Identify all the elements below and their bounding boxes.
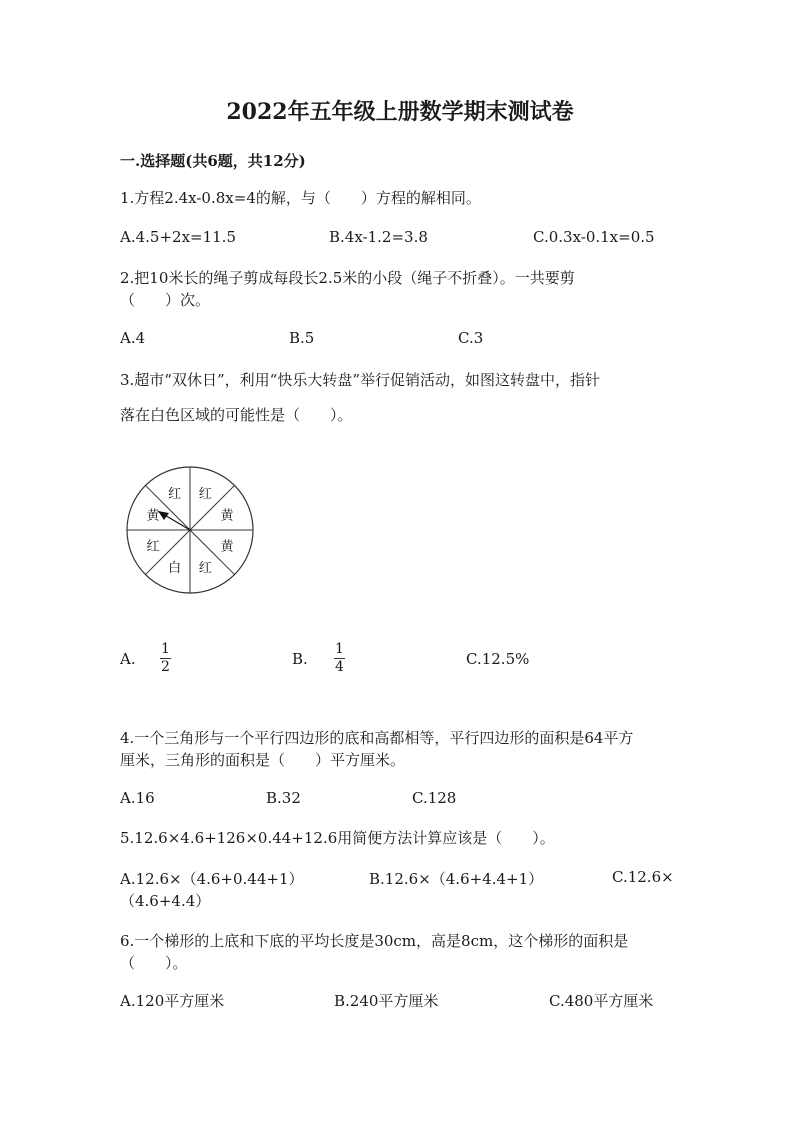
question-6-stem-line1: 6.一个梯形的上底和下底的平均长度是30cm，高是8cm，这个梯形的面积是 xyxy=(120,932,629,950)
question-5-option-c-continued: （4.6+4.4） xyxy=(120,892,211,910)
wheel-sector-label: 红 xyxy=(198,560,212,576)
wheel-sector-label: 白 xyxy=(168,560,182,576)
wheel-sector-label: 黄 xyxy=(220,508,234,524)
wheel-sector-label: 红 xyxy=(146,539,160,555)
question-2-option-c: C.3 xyxy=(458,329,484,347)
question-4-option-a: A.16 xyxy=(120,789,155,807)
question-4-option-c: C.128 xyxy=(412,789,457,807)
fraction-denominator: 2 xyxy=(161,659,170,675)
question-3-option-b-fraction xyxy=(334,642,345,675)
wheel-sector-label: 红 xyxy=(168,487,182,503)
fraction-numerator: 1 xyxy=(335,641,344,657)
question-1-stem: 1.方程2.4x-0.8x=4的解，与（ ）方程的解相同。 xyxy=(120,189,481,207)
spinner-wheel xyxy=(120,460,260,600)
question-1-option-b: B.4x-1.2=3.8 xyxy=(329,228,428,246)
wheel-sector-label: 红 xyxy=(198,487,212,503)
question-2-stem-line1: 2.把10米长的绳子剪成每段长2.5米的小段（绳子不折叠）。一共要剪 xyxy=(120,269,575,287)
wheel-sector-label: 黄 xyxy=(146,508,160,524)
question-3-stem-line2: 落在白色区域的可能性是（ ）。 xyxy=(120,406,353,424)
fraction-denominator: 4 xyxy=(335,659,344,675)
question-6-option-a: A.120平方厘米 xyxy=(120,992,225,1010)
question-5-option-b: B.12.6×（4.6+4.4+1） xyxy=(369,870,544,888)
question-6-option-c: C.480平方厘米 xyxy=(549,992,654,1010)
question-2-option-a: A.4 xyxy=(120,329,146,347)
question-4-option-b: B.32 xyxy=(266,789,301,807)
question-3-option-a-label: A. xyxy=(120,650,136,668)
page-title: 2022年五年级上册数学期末测试卷 xyxy=(226,99,574,125)
question-5-option-c: C.12.6× xyxy=(612,868,674,886)
question-5-stem: 5.12.6×4.6+126×0.44+12.6用简便方法计算应该是（ ）。 xyxy=(120,829,555,847)
question-3-option-c: C.12.5% xyxy=(466,650,530,668)
question-3-option-b-label: B. xyxy=(292,650,308,668)
question-2-option-b: B.5 xyxy=(289,329,315,347)
question-6-stem-line2: （ ）。 xyxy=(120,954,188,972)
question-3-stem-line1: 3.超市“双休日”，利用“快乐大转盘”举行促销活动，如图这转盘中，指针 xyxy=(120,371,600,389)
question-2-stem-line2: （ ）次。 xyxy=(120,291,211,309)
question-5-option-a: A.12.6×（4.6+0.44+1） xyxy=(120,870,304,888)
section-heading: 一.选择题(共6题，共12分) xyxy=(120,152,306,170)
question-4-stem-line1: 4.一个三角形与一个平行四边形的底和高都相等，平行四边形的面积是64平方 xyxy=(120,729,634,747)
question-6-option-b: B.240平方厘米 xyxy=(334,992,439,1010)
question-1-option-c: C.0.3x-0.1x=0.5 xyxy=(533,228,655,246)
wheel-sector-label: 黄 xyxy=(220,539,234,555)
question-4-stem-line2: 厘米，三角形的面积是（ ）平方厘米。 xyxy=(120,751,406,769)
question-1-option-a: A.4.5+2x=11.5 xyxy=(120,228,236,246)
fraction-numerator: 1 xyxy=(161,641,170,657)
question-3-option-a-fraction xyxy=(160,642,171,675)
